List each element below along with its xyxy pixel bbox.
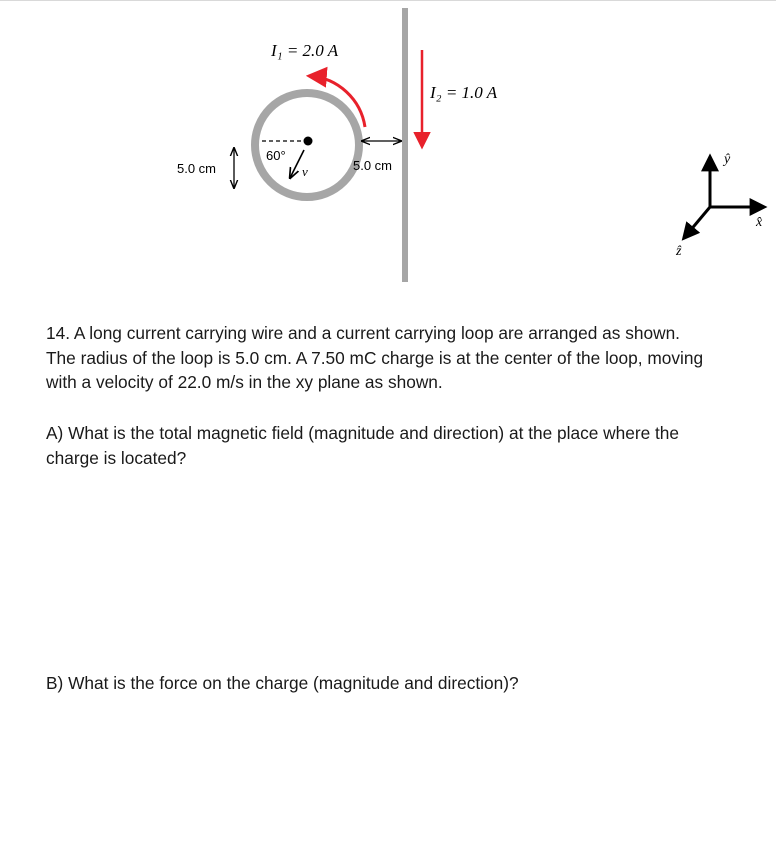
- velocity-label: v⃗: [302, 164, 318, 179]
- z-axis-line: [684, 207, 710, 238]
- question-part-b: B) What is the force on the charge (magnitude and direction)?: [46, 673, 519, 693]
- long-wire: [402, 8, 408, 282]
- problem-statement: 14. A long current carrying wire and a current carrying loop are arranged as shown. The radius of the loop is 5.0 cm. A 7.50 mC charge is at the center of the loop, moving with a velocity of 22.0 m/s in the xy plane as shown.: [46, 323, 704, 392]
- physics-diagram: [0, 0, 776, 300]
- loop-height-label: 5.0 cm: [177, 161, 217, 176]
- x-axis-label: x̂: [756, 215, 763, 230]
- gap-distance-label: 5.0 cm: [353, 158, 393, 173]
- coordinate-axes: [684, 157, 764, 238]
- z-axis-label: ẑ: [676, 244, 682, 259]
- charge-dot: [304, 137, 313, 146]
- y-axis-label: ŷ: [724, 152, 731, 167]
- question-part-a: A) What is the total magnetic field (magnitude and direction) at the place where the charge is located?: [46, 423, 680, 468]
- angle-label: 60°: [266, 148, 286, 163]
- wire-current-label: I₂ = 1.0 A: [430, 83, 498, 102]
- loop-current-label: I₁ = 2.0 A: [271, 41, 339, 60]
